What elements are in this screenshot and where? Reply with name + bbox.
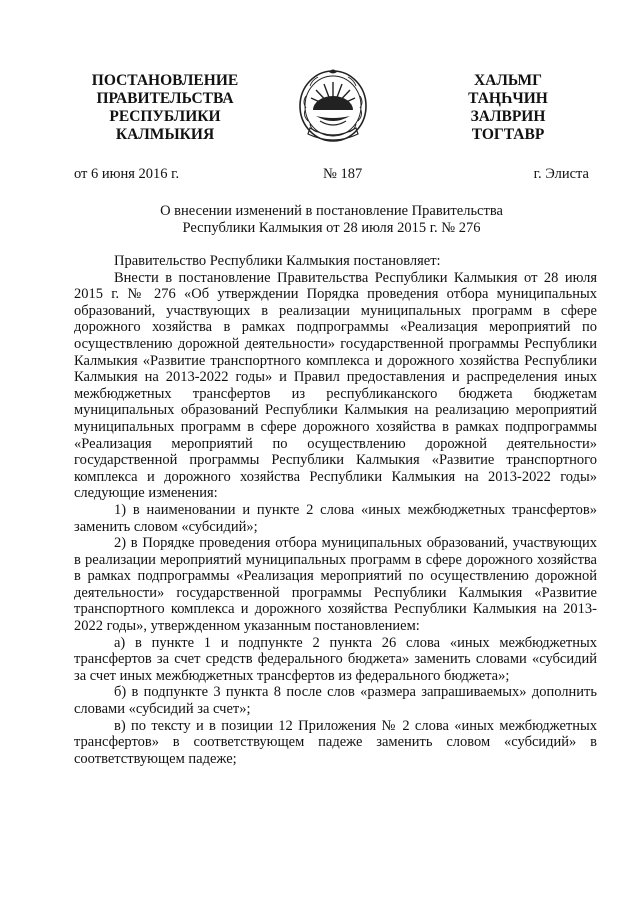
document-body [74,253,597,767]
body-paragraph: а) в пункте 1 и подпункте 2 пункта 26 слова «иных межбюджетных трансфертов за счет средств федерального бюджета» заменить словами «субсидий за счет иных межбюджетных трансфертов из федерального бюджета»; [74,634,597,684]
issuer-line: ТОГТАВР [471,126,545,143]
body-paragraph: в) по тексту и в позиции 12 Приложения № 2 слова «иных межбюджетных трансфертов» в соответствующем падеже заменить словом «субсидий» в соответствующем падеже; [74,717,597,767]
document-date: от 6 июня 2016 г. [74,166,180,182]
issuer-line: ПОСТАНОВЛЕНИЕ [91,72,239,89]
issuer-line: ХАЛЬМГ [473,72,543,89]
issuer-line: КАЛМЫКИЯ [115,126,215,143]
issuer-line: ТАҢҺЧИН [468,90,548,107]
subject-line: О внесении изменений в постановление Правительства [160,203,503,219]
body-paragraph: 2) в Порядке проведения отбора муниципальных образований, участвующих в реализации мероприятий муниципальных программ в сфере дорожного хозяйства в рамках подпрограммы «Реализация мероприятий по осуществлению дорожной деятельности» государственной программы Республики Калмыкия «Развитие транспортного комплекса и дорожного хозяйства Республики Калмыкия на 2013-2022 годы», утвержденном указанным постановлением: [74,535,597,635]
document-city: г. Элиста [533,166,589,182]
issuer-line: ЗАЛВРИН [470,108,546,125]
document-subject [74,203,589,237]
issuer-block-kalmyk [448,72,568,144]
republic-of-kalmykia-emblem-icon [296,66,370,144]
subject-line: Республики Калмыкия от 28 июля 2015 г. № 276 [182,220,481,236]
body-paragraph: Правительство Республики Калмыкия постановляет: [114,253,441,269]
document-number: № 187 [323,166,363,182]
body-paragraph: 1) в наименовании и пункте 2 слова «иных межбюджетных трансфертов» заменить словом «субсидий»; [74,501,597,535]
document-meta-row [74,166,589,184]
body-paragraph: б) в подпункте 3 пункта 8 после слов «размера запрашиваемых» дополнить словами «субсидий за счет»; [74,684,597,718]
issuer-line: ПРАВИТЕЛЬСТВА [96,90,234,107]
body-paragraph: Внести в постановление Правительства Республики Калмыкия от 28 июля 2015 г. № 276 «Об утверждении Порядка проведения отбора муниципальных образований, участвующих в реализации муниципальных программ в сфере дорожного хозяйства в рамках подпрограммы «Реализация мероприятий по осуществлению дорожной деятельности» государственной программы Республики Калмыкия «Развитие транспортного комплекса и дорожного хозяйства Республики Калмыкия на 2013-2022 годы» и Правил предоставления и распределения иных межбюджетных трансфертов из республиканского бюджета бюджетам муниципальных образований Республики Калмыкия на реализацию мероприятий муниципальных программ в сфере дорожного хозяйства в рамках подпрограммы «Реализация мероприятий по осуществлению дорожной деятельности» государственной программы Республики Калмыкия «Развитие транспортного комплекса и дорожного хозяйства Республики Калмыкия на 2013-2022 годы» следующие изменения: [74,269,597,502]
issuer-block-russian [70,72,260,144]
issuer-line: РЕСПУБЛИКИ [109,108,221,125]
